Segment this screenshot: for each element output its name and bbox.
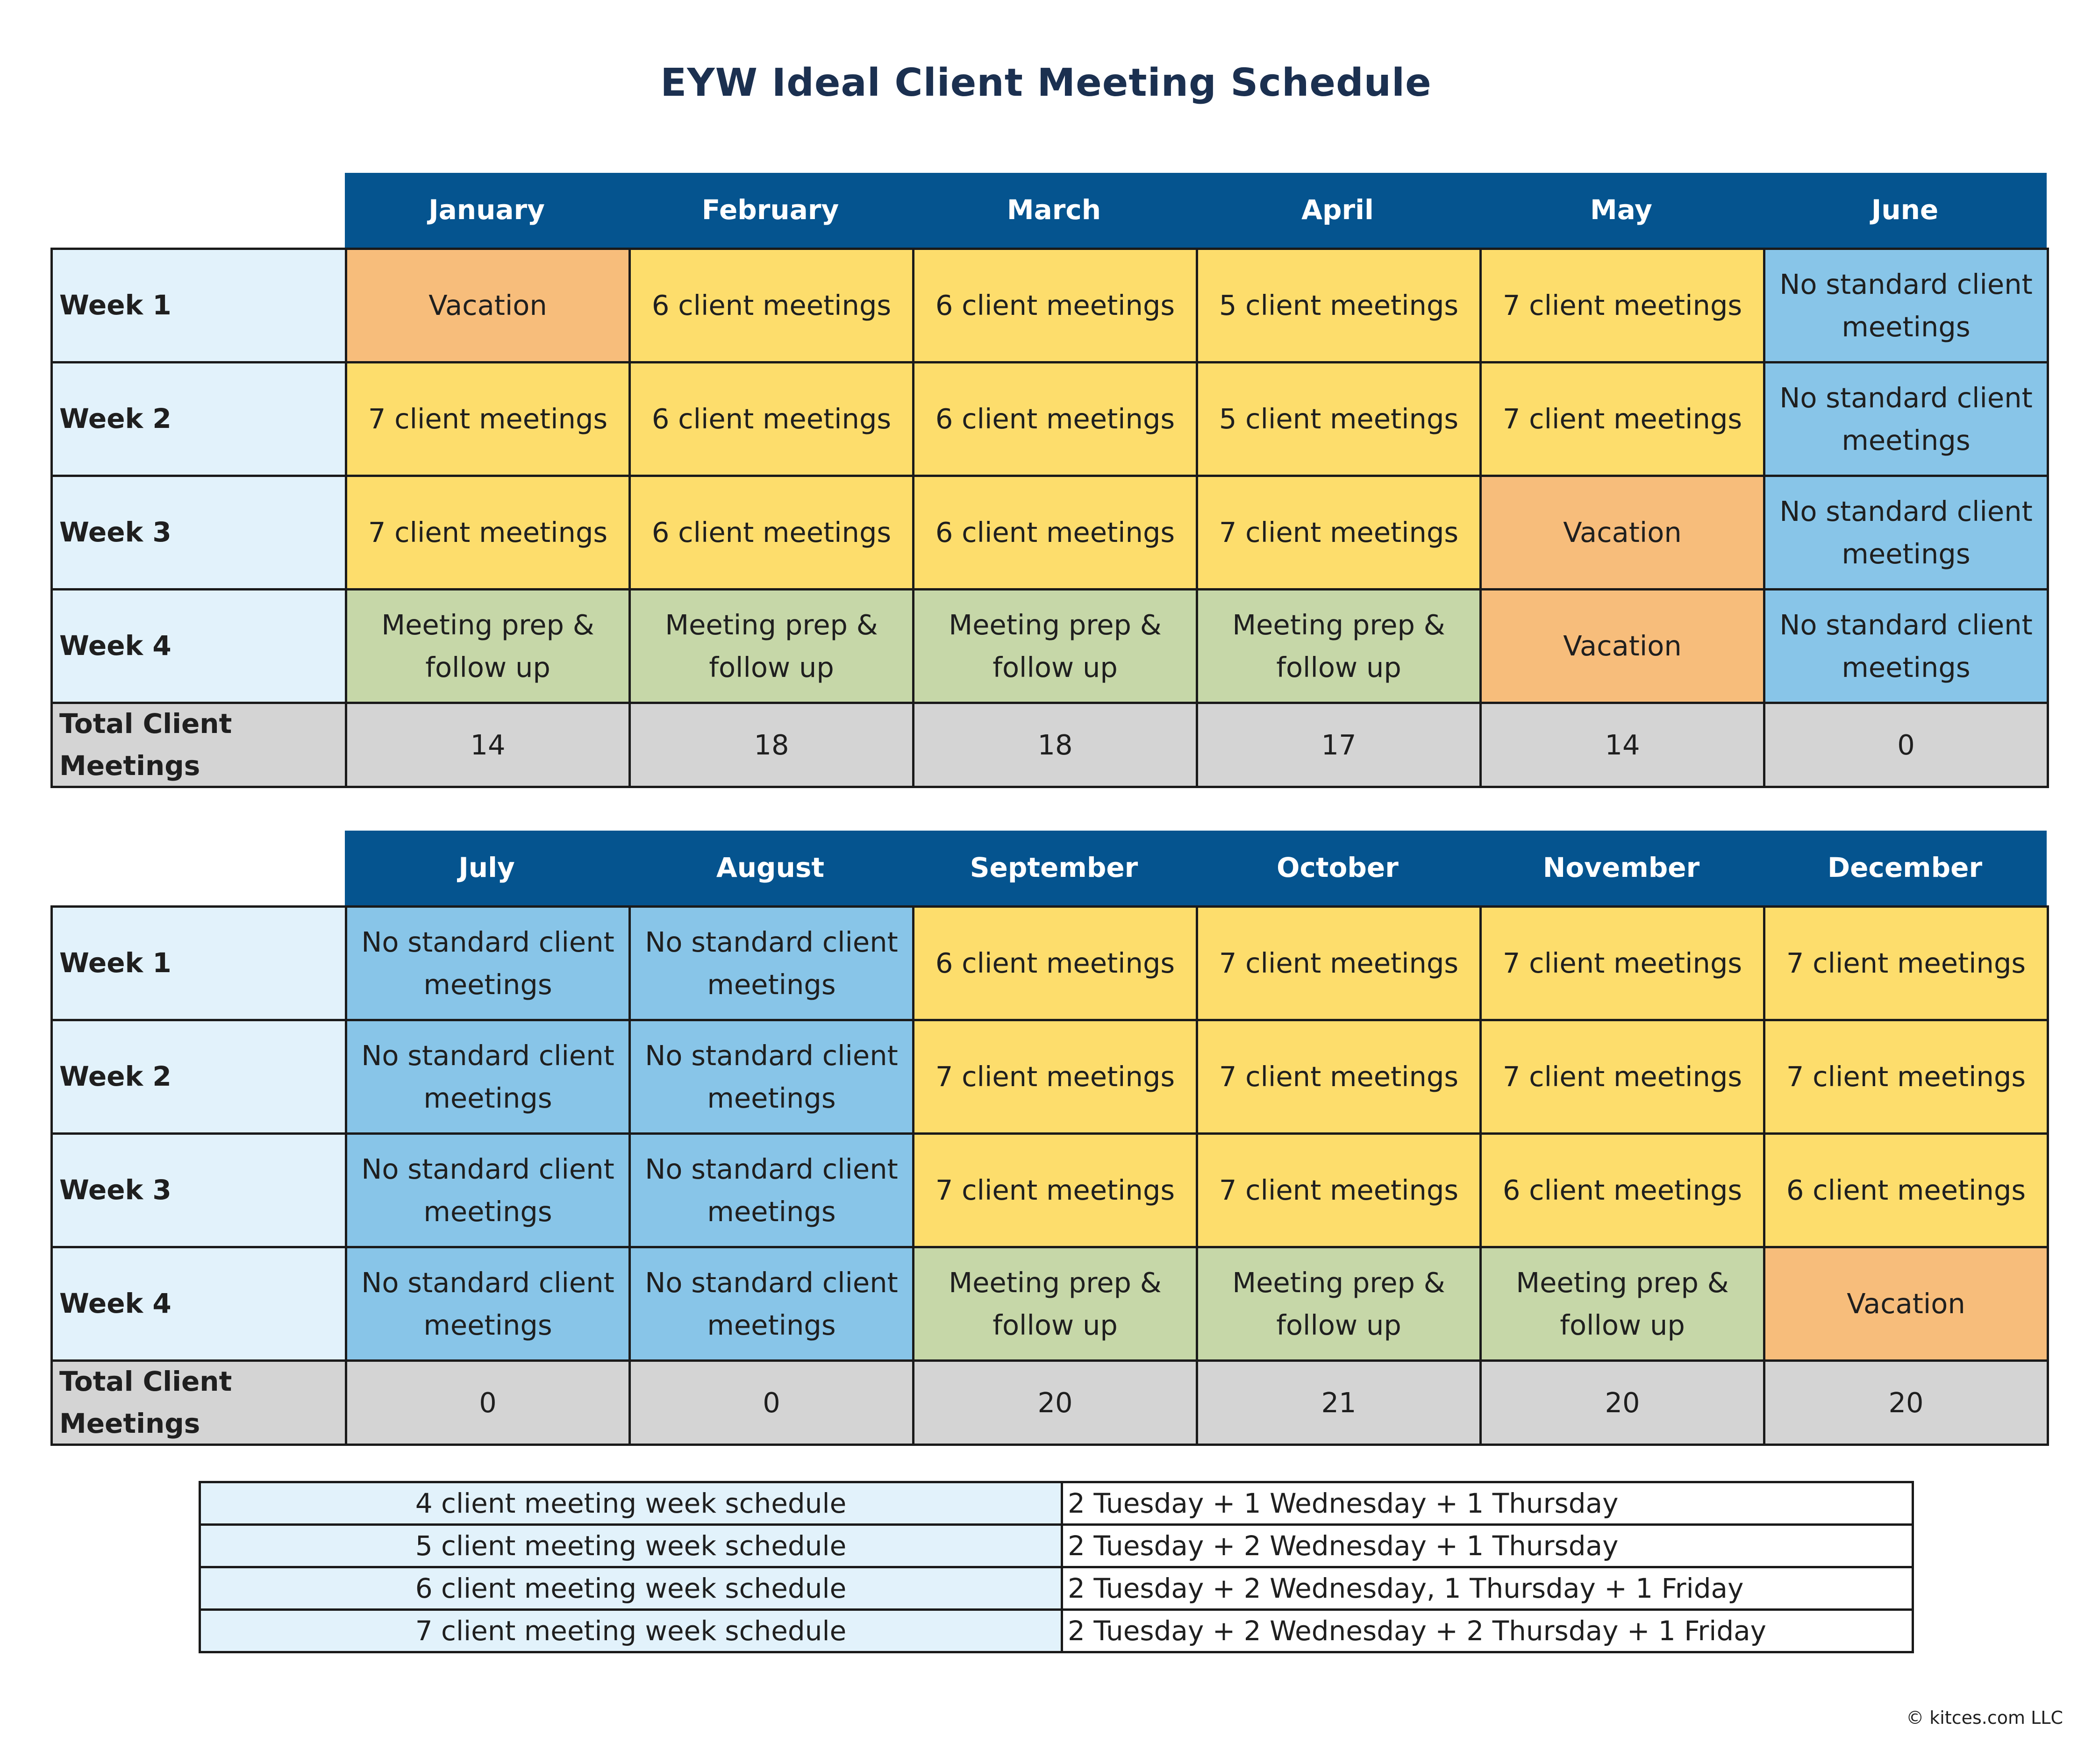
total-value: 21 — [1196, 1359, 1482, 1446]
schedule-cell-none: No standard client meetings — [345, 1019, 631, 1135]
legend-label: 5 client meeting week schedule — [199, 1523, 1063, 1568]
schedule-cell-prep: Meeting prep & follow up — [628, 588, 914, 704]
total-value: 20 — [1479, 1359, 1765, 1446]
schedule-cell-meetings: 7 client meetings — [1196, 1019, 1482, 1135]
total-value: 0 — [628, 1359, 914, 1446]
schedule-cell-meetings: 6 client meetings — [1763, 1132, 2049, 1248]
schedule-cell-meetings: 6 client meetings — [912, 248, 1198, 363]
schedule-cell-meetings: 7 client meetings — [345, 475, 631, 590]
schedule-cell-meetings: 7 client meetings — [1479, 905, 1765, 1021]
total-value: 20 — [912, 1359, 1198, 1446]
schedule-cell-meetings: 5 client meetings — [1196, 248, 1482, 363]
schedule-cell-prep: Meeting prep & follow up — [1196, 588, 1482, 704]
total-label: Total Client Meetings — [50, 702, 347, 788]
schedule-cell-prep: Meeting prep & follow up — [912, 1246, 1198, 1362]
total-value: 17 — [1196, 702, 1482, 788]
week-label: Week 2 — [50, 361, 347, 477]
schedule-cell-meetings: 7 client meetings — [1763, 1019, 2049, 1135]
schedule-cell-meetings: 7 client meetings — [1763, 905, 2049, 1021]
schedule-cell-none: No standard client meetings — [345, 1246, 631, 1362]
month-header: June — [1763, 173, 2047, 248]
legend-label: 7 client meeting week schedule — [199, 1608, 1063, 1653]
total-value: 20 — [1763, 1359, 2049, 1446]
schedule-cell-none: No standard client meetings — [345, 1132, 631, 1248]
total-value: 0 — [1763, 702, 2049, 788]
schedule-cell-none: No standard client meetings — [1763, 475, 2049, 590]
schedule-cell-meetings: 6 client meetings — [628, 475, 914, 590]
schedule-cell-meetings: 7 client meetings — [1479, 1019, 1765, 1135]
schedule-cell-vacation: Vacation — [1763, 1246, 2049, 1362]
month-header: January — [345, 173, 628, 248]
legend-value: 2 Tuesday + 2 Wednesday + 2 Thursday + 1 Friday — [1061, 1608, 1914, 1653]
schedule-cell-vacation: Vacation — [1479, 475, 1765, 590]
month-header: December — [1763, 831, 2047, 905]
schedule-cell-prep: Meeting prep & follow up — [1196, 1246, 1482, 1362]
total-value: 18 — [628, 702, 914, 788]
schedule-cell-meetings: 6 client meetings — [912, 361, 1198, 477]
schedule-cell-vacation: Vacation — [345, 248, 631, 363]
copyright-text: © kitces.com LLC — [1906, 1707, 2063, 1728]
schedule-cell-meetings: 7 client meetings — [912, 1019, 1198, 1135]
month-header: November — [1479, 831, 1763, 905]
schedule-cell-prep: Meeting prep & follow up — [912, 588, 1198, 704]
schedule-cell-meetings: 6 client meetings — [628, 361, 914, 477]
schedule-cell-none: No standard client meetings — [628, 1246, 914, 1362]
schedule-cell-meetings: 6 client meetings — [912, 905, 1198, 1021]
schedule-cell-vacation: Vacation — [1479, 588, 1765, 704]
week-label: Week 3 — [50, 475, 347, 590]
week-label: Week 4 — [50, 1246, 347, 1362]
total-value: 0 — [345, 1359, 631, 1446]
legend-label: 4 client meeting week schedule — [199, 1481, 1063, 1526]
schedule-cell-meetings: 7 client meetings — [1196, 1132, 1482, 1248]
legend-label: 6 client meeting week schedule — [199, 1566, 1063, 1611]
month-header: July — [345, 831, 628, 905]
schedule-cell-meetings: 7 client meetings — [1196, 905, 1482, 1021]
schedule-cell-meetings: 5 client meetings — [1196, 361, 1482, 477]
schedule-cell-none: No standard client meetings — [345, 905, 631, 1021]
month-header: March — [912, 173, 1196, 248]
schedule-cell-prep: Meeting prep & follow up — [345, 588, 631, 704]
week-label: Week 4 — [50, 588, 347, 704]
schedule-cell-meetings: 7 client meetings — [1196, 475, 1482, 590]
week-label: Week 3 — [50, 1132, 347, 1248]
schedule-cell-none: No standard client meetings — [628, 1019, 914, 1135]
schedule-cell-meetings: 7 client meetings — [345, 361, 631, 477]
month-header: February — [628, 173, 912, 248]
schedule-cell-meetings: 6 client meetings — [912, 475, 1198, 590]
schedule-cell-meetings: 6 client meetings — [1479, 1132, 1765, 1248]
page-title: EYW Ideal Client Meeting Schedule — [660, 61, 1432, 105]
legend-value: 2 Tuesday + 2 Wednesday + 1 Thursday — [1061, 1523, 1914, 1568]
total-value: 18 — [912, 702, 1198, 788]
schedule-cell-meetings: 6 client meetings — [628, 248, 914, 363]
week-label: Week 1 — [50, 905, 347, 1021]
legend-value: 2 Tuesday + 1 Wednesday + 1 Thursday — [1061, 1481, 1914, 1526]
total-label: Total Client Meetings — [50, 1359, 347, 1446]
month-header: September — [912, 831, 1196, 905]
schedule-cell-none: No standard client meetings — [1763, 588, 2049, 704]
schedule-cell-meetings: 7 client meetings — [1479, 248, 1765, 363]
schedule-cell-none: No standard client meetings — [628, 1132, 914, 1248]
month-header: August — [628, 831, 912, 905]
week-label: Week 2 — [50, 1019, 347, 1135]
total-value: 14 — [345, 702, 631, 788]
month-header: April — [1196, 173, 1479, 248]
week-label: Week 1 — [50, 248, 347, 363]
schedule-cell-none: No standard client meetings — [1763, 361, 2049, 477]
month-header: May — [1479, 173, 1763, 248]
schedule-cell-prep: Meeting prep & follow up — [1479, 1246, 1765, 1362]
schedule-cell-meetings: 7 client meetings — [1479, 361, 1765, 477]
legend-value: 2 Tuesday + 2 Wednesday, 1 Thursday + 1 Friday — [1061, 1566, 1914, 1611]
schedule-cell-meetings: 7 client meetings — [912, 1132, 1198, 1248]
schedule-cell-none: No standard client meetings — [628, 905, 914, 1021]
month-header: October — [1196, 831, 1479, 905]
total-value: 14 — [1479, 702, 1765, 788]
schedule-cell-none: No standard client meetings — [1763, 248, 2049, 363]
